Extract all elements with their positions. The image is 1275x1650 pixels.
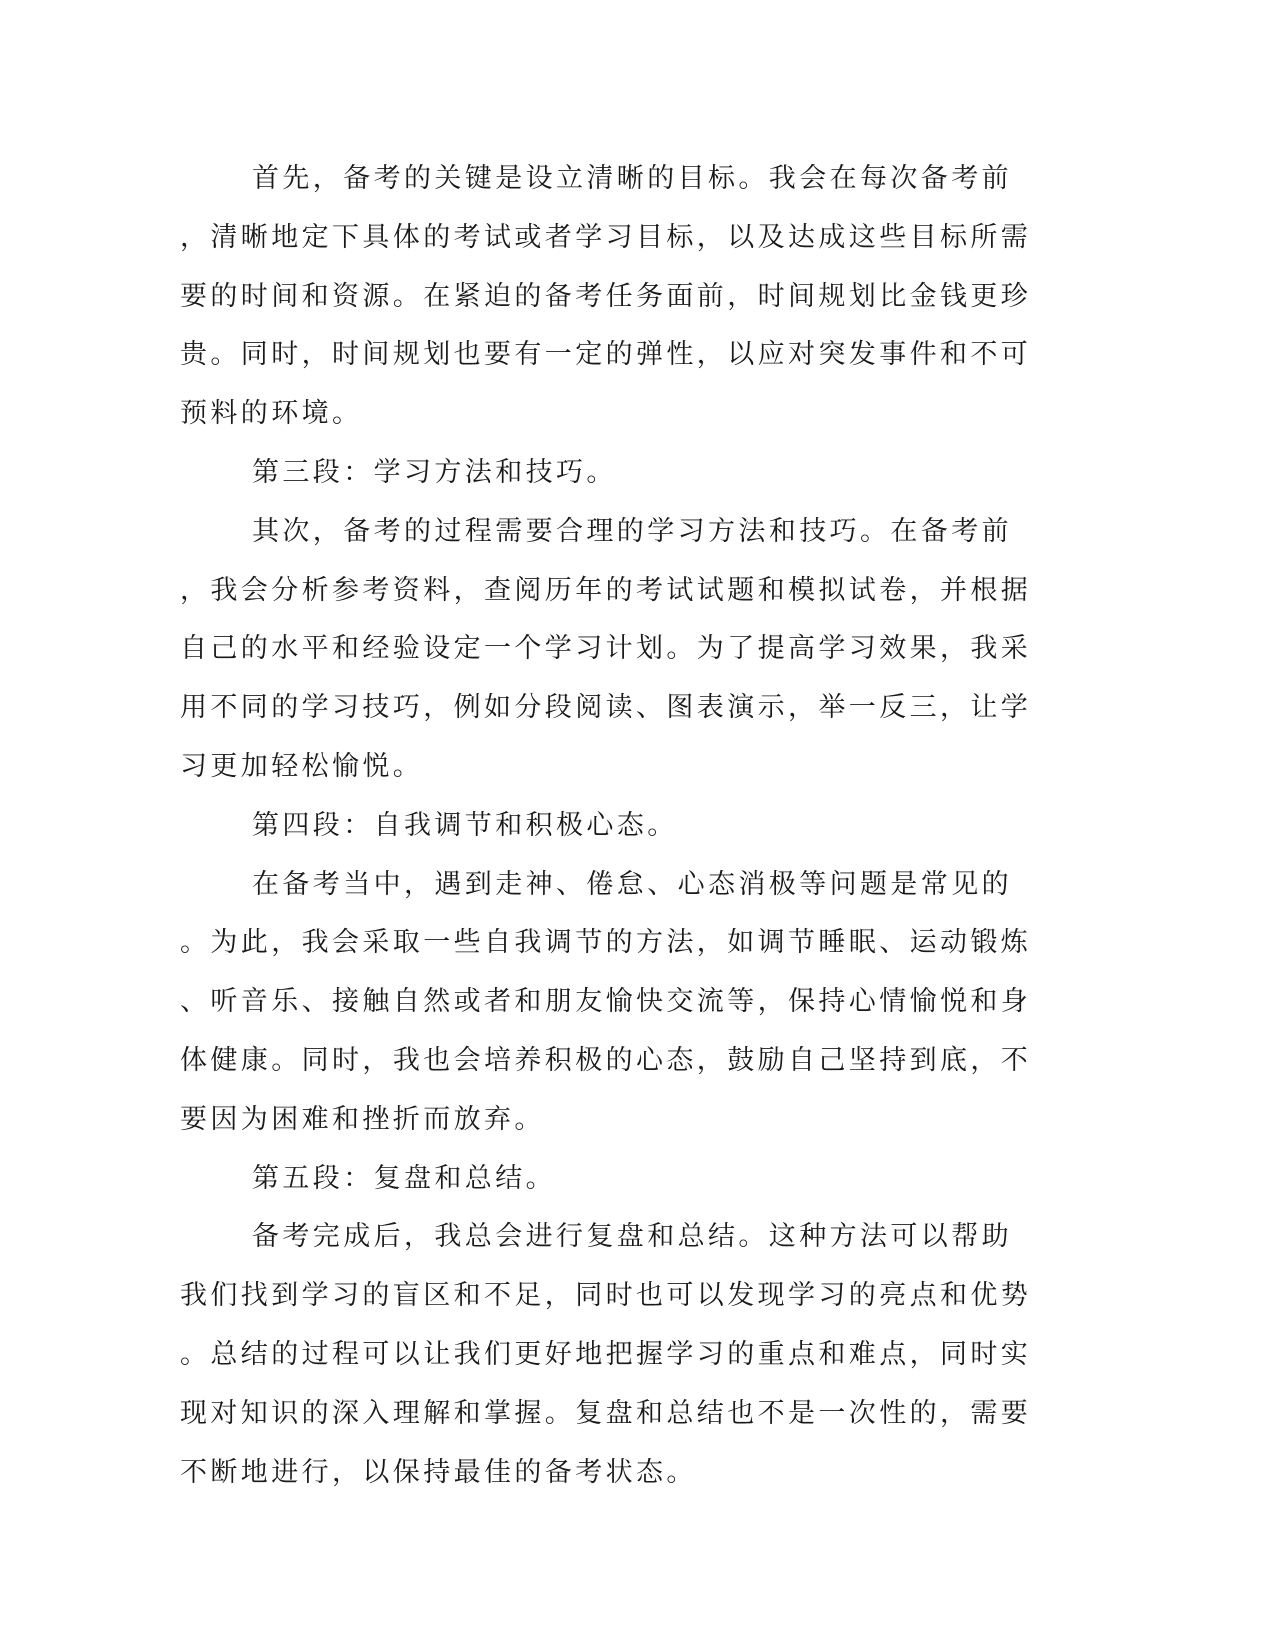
paragraph-self-regulation — [180, 856, 1040, 1150]
text-line: 规划也要有一定的弹性，以应对突发事件和不可预料的环境。 — [180, 339, 1032, 430]
paragraph-review-summary — [180, 1208, 1040, 1502]
text-line: 放弃。 — [453, 1103, 545, 1135]
text-line: 理解和掌握。复盘和总结也不是一次性的，需要不断地进行，以保持 — [180, 1397, 1032, 1488]
text-line: 我也会培养积极的心态，鼓励自己坚持到底，不要因为困难和挫折而 — [180, 1044, 1032, 1135]
text-line: 首先，备考的关键是设立清晰的目标。我会在每次备考前，清晰 — [180, 163, 1012, 253]
text-line: 地定下具体的考试或者学习目标，以及达成这些目标所需要的时间和 — [180, 221, 1032, 312]
section-heading-5: 第五段：复盘和总结。 — [252, 1162, 556, 1194]
text-line: 和经验设定一个学习计划。为了提高学习效果，我采用不同的学习技 — [180, 633, 1032, 724]
text-line: 分析参考资料，查阅历年的考试试题和模拟试卷，并根据自己的水平 — [180, 574, 1032, 665]
text-line: 在备考当中，遇到走神、倦怠、心态消极等问题是常见的。为此 — [180, 868, 1012, 959]
text-line: 接触自然或者和朋友愉快交流等，保持心情愉悦和身体健康。同时， — [180, 986, 1032, 1076]
text-line: 其次，备考的过程需要合理的学习方法和技巧。在备考前，我会 — [180, 515, 1012, 606]
text-line: 资源。在紧迫的备考任务面前，时间规划比金钱更珍贵。同时，时间 — [180, 280, 1032, 371]
text-line: ，我会采取一些自我调节的方法，如调节睡眠、运动锻炼、听音乐、 — [180, 927, 1032, 1018]
text-line: 到学习的盲区和不足，同时也可以发现学习的亮点和优势。总结的过 — [180, 1280, 1032, 1370]
text-line: 巧，例如分段阅读、图表演示，举一反三，让学习更加轻松愉悦。 — [180, 692, 1032, 782]
text-line: 程可以让我们更好地把握学习的重点和难点，同时实现对知识的深入 — [180, 1338, 1032, 1429]
section-heading-4: 第四段：自我调节和积极心态。 — [252, 809, 678, 841]
section-heading-3: 第三段：学习方法和技巧。 — [252, 456, 617, 488]
text-line: 最佳的备考状态。 — [453, 1456, 697, 1488]
document-body — [180, 150, 1040, 1502]
paragraph-study-methods — [180, 503, 1040, 797]
paragraph-goal-setting — [180, 150, 1040, 444]
text-line: 备考完成后，我总会进行复盘和总结。这种方法可以帮助我们找 — [180, 1221, 1012, 1312]
